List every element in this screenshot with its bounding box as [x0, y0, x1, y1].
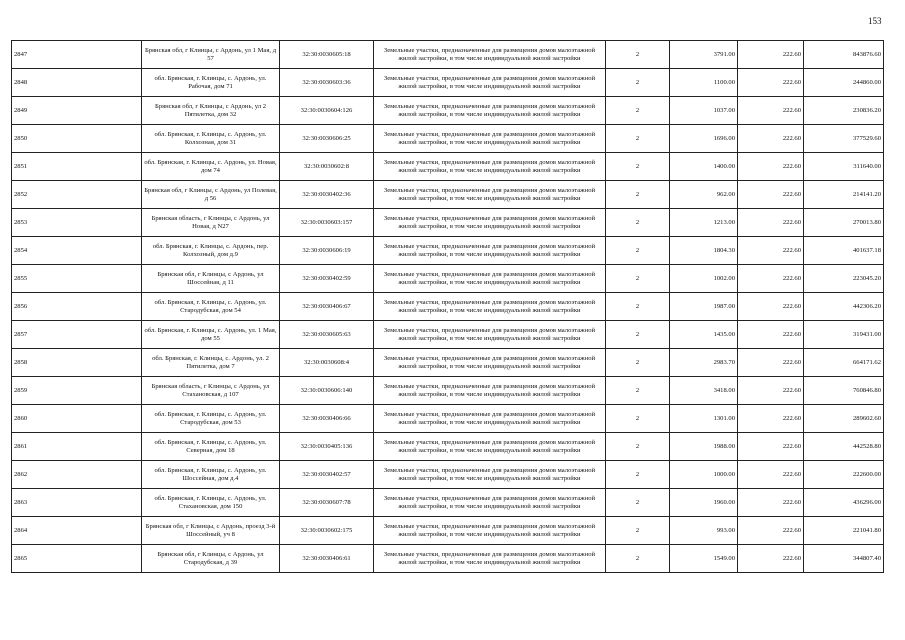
address-cell: обл. Брянская, г. Клинцы, с. Ардонь, ул. 1 Мая, дом 55	[142, 321, 280, 349]
cadastral-value-table	[11, 40, 884, 573]
address-cell: обл. Брянская, г. Клинцы, с. Ардонь, ул. Колхозная, дом 31	[142, 125, 280, 153]
row-number: 2862	[12, 461, 142, 489]
cadastral-number-cell: 32:30:0030608:4	[280, 349, 374, 377]
cadastral-number-cell: 32:30:0030406:66	[280, 405, 374, 433]
cadastral-number-cell: 32:30:0030605:63	[280, 321, 374, 349]
area-cell: 1213.00	[670, 209, 738, 237]
cadastral-value-cell: 289602.60	[804, 405, 884, 433]
land-use-cell: Земельные участки, предназначенные для размещения домов малоэтажной жилой застройки, в том числе индивидуальной жилой застройки	[374, 237, 606, 265]
row-number: 2858	[12, 349, 142, 377]
rate-cell: 222.60	[738, 321, 804, 349]
table-row	[12, 377, 884, 405]
row-number: 2850	[12, 125, 142, 153]
rate-cell: 222.60	[738, 461, 804, 489]
cadastral-number-cell: 32:30:0030604:126	[280, 97, 374, 125]
cadastral-number-cell: 32:30:0030603:157	[280, 209, 374, 237]
rate-cell: 222.60	[738, 377, 804, 405]
cadastral-number-cell: 32:30:0030606:19	[280, 237, 374, 265]
cadastral-number-cell: 32:30:0030602:8	[280, 153, 374, 181]
area-cell: 1987.00	[670, 293, 738, 321]
address-cell: обл. Брянская, г. Клинцы, с. Ардонь, ул. Северная, дом 18	[142, 433, 280, 461]
land-use-cell: Земельные участки, предназначенные для размещения домов малоэтажной жилой застройки, в том числе индивидуальной жилой застройки	[374, 349, 606, 377]
table-row	[12, 405, 884, 433]
row-number: 2852	[12, 181, 142, 209]
table-row	[12, 349, 884, 377]
land-use-cell: Земельные участки, предназначенные для размещения домов малоэтажной жилой застройки, в том числе индивидуальной жилой застройки	[374, 209, 606, 237]
rate-cell: 222.60	[738, 97, 804, 125]
cadastral-number-cell: 32:30:0030402:59	[280, 265, 374, 293]
land-use-cell: Земельные участки, предназначенные для размещения домов малоэтажной жилой застройки, в том числе индивидуальной жилой застройки	[374, 545, 606, 573]
area-cell: 1549.00	[670, 545, 738, 573]
area-cell: 1301.00	[670, 405, 738, 433]
category-cell: 2	[606, 69, 670, 97]
cadastral-number-cell: 32:30:0030606:25	[280, 125, 374, 153]
rate-cell: 222.60	[738, 41, 804, 69]
rate-cell: 222.60	[738, 517, 804, 545]
area-cell: 993.00	[670, 517, 738, 545]
table-row	[12, 97, 884, 125]
row-number: 2855	[12, 265, 142, 293]
rate-cell: 222.60	[738, 293, 804, 321]
area-cell: 1696.00	[670, 125, 738, 153]
address-cell: обл. Брянская, г. Клинцы, с. Ардонь, ул. Стародубская, дом 54	[142, 293, 280, 321]
cadastral-number-cell: 32:30:0030602:175	[280, 517, 374, 545]
cadastral-number-cell: 32:30:0030402:57	[280, 461, 374, 489]
land-use-cell: Земельные участки, предназначенные для размещения домов малоэтажной жилой застройки, в том числе индивидуальной жилой застройки	[374, 265, 606, 293]
cadastral-value-cell: 319431.00	[804, 321, 884, 349]
cadastral-number-cell: 32:30:0030405:136	[280, 433, 374, 461]
cadastral-value-cell: 843876.60	[804, 41, 884, 69]
cadastral-value-cell: 230836.20	[804, 97, 884, 125]
area-cell: 1002.00	[670, 265, 738, 293]
address-cell: обл. Брянская, г. Клинцы, с. Ардонь, ул. Новая, дом 74	[142, 153, 280, 181]
category-cell: 2	[606, 97, 670, 125]
land-use-cell: Земельные участки, предназначенные для размещения домов малоэтажной жилой застройки, в том числе индивидуальной жилой застройки	[374, 489, 606, 517]
rate-cell: 222.60	[738, 405, 804, 433]
land-use-cell: Земельные участки, предназначенные для размещения домов малоэтажной жилой застройки, в том числе индивидуальной жилой застройки	[374, 517, 606, 545]
area-cell: 1435.00	[670, 321, 738, 349]
cadastral-number-cell: 32:30:0030406:61	[280, 545, 374, 573]
category-cell: 2	[606, 209, 670, 237]
cadastral-value-cell: 664171.62	[804, 349, 884, 377]
address-cell: Брянская обл, г Клинцы, с Ардонь, ул 2 Пятилетка, дом 32	[142, 97, 280, 125]
row-number: 2864	[12, 517, 142, 545]
cadastral-value-cell: 244860.00	[804, 69, 884, 97]
cadastral-number-cell: 32:30:0030607:78	[280, 489, 374, 517]
cadastral-value-cell: 760846.80	[804, 377, 884, 405]
address-cell: Брянская обл, г Клинцы, с Ардонь, ул Полевая, д 56	[142, 181, 280, 209]
cadastral-number-cell: 32:30:0030406:67	[280, 293, 374, 321]
row-number: 2847	[12, 41, 142, 69]
area-cell: 1804.30	[670, 237, 738, 265]
cadastral-value-cell: 442528.80	[804, 433, 884, 461]
cadastral-value-cell: 311640.00	[804, 153, 884, 181]
cadastral-value-cell: 442306.20	[804, 293, 884, 321]
area-cell: 1960.00	[670, 489, 738, 517]
rate-cell: 222.60	[738, 237, 804, 265]
category-cell: 2	[606, 153, 670, 181]
cadastral-value-cell: 436296.00	[804, 489, 884, 517]
area-cell: 1400.00	[670, 153, 738, 181]
category-cell: 2	[606, 181, 670, 209]
table-row	[12, 321, 884, 349]
table-body	[12, 41, 884, 573]
cadastral-number-cell: 32:30:0030402:36	[280, 181, 374, 209]
rate-cell: 222.60	[738, 181, 804, 209]
row-number: 2854	[12, 237, 142, 265]
row-number: 2856	[12, 293, 142, 321]
category-cell: 2	[606, 433, 670, 461]
table-row	[12, 293, 884, 321]
address-cell: Брянская обл, г Клинцы, с Ардонь, ул Шоссейная, д 11	[142, 265, 280, 293]
address-cell: обл. Брянская, г. Клинцы, с. Ардонь, пер. Колхозный, дом д.9	[142, 237, 280, 265]
cadastral-value-cell: 214141.20	[804, 181, 884, 209]
area-cell: 1100.00	[670, 69, 738, 97]
cadastral-value-cell: 344807.40	[804, 545, 884, 573]
row-number: 2863	[12, 489, 142, 517]
category-cell: 2	[606, 265, 670, 293]
table-row	[12, 125, 884, 153]
area-cell: 962.00	[670, 181, 738, 209]
land-use-cell: Земельные участки, предназначенные для размещения домов малоэтажной жилой застройки, в том числе индивидуальной жилой застройки	[374, 69, 606, 97]
category-cell: 2	[606, 405, 670, 433]
address-cell: обл. Брянская, г. Клинцы, с. Ардонь, ул. Стародубская, дом 53	[142, 405, 280, 433]
row-number: 2849	[12, 97, 142, 125]
address-cell: Брянская область, г Клинцы, с Ардонь, ул Стахановская, д 107	[142, 377, 280, 405]
address-cell: обл. Брянская, г. Клинцы, с. Ардонь, ул. 2 Пятилетка, дом 7	[142, 349, 280, 377]
category-cell: 2	[606, 349, 670, 377]
category-cell: 2	[606, 321, 670, 349]
category-cell: 2	[606, 377, 670, 405]
row-number: 2853	[12, 209, 142, 237]
area-cell: 1000.00	[670, 461, 738, 489]
cadastral-value-cell: 221041.80	[804, 517, 884, 545]
cadastral-number-cell: 32:30:0030606:140	[280, 377, 374, 405]
address-cell: Брянская область, г Клинцы, с Ардонь, ул Новая, д N27	[142, 209, 280, 237]
category-cell: 2	[606, 237, 670, 265]
category-cell: 2	[606, 517, 670, 545]
rate-cell: 222.60	[738, 489, 804, 517]
table-row	[12, 153, 884, 181]
rate-cell: 222.60	[738, 265, 804, 293]
cadastral-value-cell: 270013.80	[804, 209, 884, 237]
address-cell: обл. Брянская, г. Клинцы, с. Ардонь, ул. Рабочая, дом 71	[142, 69, 280, 97]
row-number: 2857	[12, 321, 142, 349]
table-row	[12, 41, 884, 69]
row-number: 2851	[12, 153, 142, 181]
cadastral-value-cell: 222600.00	[804, 461, 884, 489]
table-row	[12, 237, 884, 265]
row-number: 2848	[12, 69, 142, 97]
land-use-cell: Земельные участки, предназначенные для размещения домов малоэтажной жилой застройки, в том числе индивидуальной жилой застройки	[374, 321, 606, 349]
row-number: 2861	[12, 433, 142, 461]
page-number: 153	[868, 16, 882, 26]
rate-cell: 222.60	[738, 125, 804, 153]
rate-cell: 222.60	[738, 153, 804, 181]
address-cell: обл. Брянская, г. Клинцы, с. Ардонь, ул. Стахановская, дом 150	[142, 489, 280, 517]
category-cell: 2	[606, 125, 670, 153]
area-cell: 1988.00	[670, 433, 738, 461]
table-row	[12, 545, 884, 573]
land-use-cell: Земельные участки, предназначенные для размещения домов малоэтажной жилой застройки, в том числе индивидуальной жилой застройки	[374, 293, 606, 321]
table-row	[12, 181, 884, 209]
category-cell: 2	[606, 293, 670, 321]
land-use-cell: Земельные участки, предназначенные для размещения домов малоэтажной жилой застройки, в том числе индивидуальной жилой застройки	[374, 181, 606, 209]
table-row	[12, 517, 884, 545]
land-use-cell: Земельные участки, предназначенные для размещения домов малоэтажной жилой застройки, в том числе индивидуальной жилой застройки	[374, 377, 606, 405]
land-use-cell: Земельные участки, предназначенные для размещения домов малоэтажной жилой застройки, в том числе индивидуальной жилой застройки	[374, 153, 606, 181]
land-use-cell: Земельные участки, предназначенные для размещения домов малоэтажной жилой застройки, в том числе индивидуальной жилой застройки	[374, 405, 606, 433]
rate-cell: 222.60	[738, 69, 804, 97]
table-row	[12, 69, 884, 97]
cadastral-value-cell: 223045.20	[804, 265, 884, 293]
rate-cell: 222.60	[738, 349, 804, 377]
address-cell: Брянская обл, г Клинцы, с Ардонь, ул Стародубская, д 39	[142, 545, 280, 573]
land-use-cell: Земельные участки, предназначенные для размещения домов малоэтажной жилой застройки, в том числе индивидуальной жилой застройки	[374, 41, 606, 69]
row-number: 2865	[12, 545, 142, 573]
category-cell: 2	[606, 41, 670, 69]
table-row	[12, 433, 884, 461]
rate-cell: 222.60	[738, 433, 804, 461]
table-row	[12, 265, 884, 293]
category-cell: 2	[606, 461, 670, 489]
area-cell: 1037.00	[670, 97, 738, 125]
cadastral-number-cell: 32:30:0030605:18	[280, 41, 374, 69]
address-cell: обл. Брянская, г. Клинцы, с. Ардонь, ул. Шоссейная, дом д.4	[142, 461, 280, 489]
address-cell: Брянская обл, г Клинцы, с Ардонь, проезд 3-й Шоссейный, уч 8	[142, 517, 280, 545]
rate-cell: 222.60	[738, 545, 804, 573]
category-cell: 2	[606, 489, 670, 517]
land-use-cell: Земельные участки, предназначенные для размещения домов малоэтажной жилой застройки, в том числе индивидуальной жилой застройки	[374, 433, 606, 461]
cadastral-number-cell: 32:30:0030603:36	[280, 69, 374, 97]
cadastral-value-cell: 377529.60	[804, 125, 884, 153]
rate-cell: 222.60	[738, 209, 804, 237]
land-use-cell: Земельные участки, предназначенные для размещения домов малоэтажной жилой застройки, в том числе индивидуальной жилой застройки	[374, 461, 606, 489]
row-number: 2859	[12, 377, 142, 405]
cadastral-value-cell: 401637.18	[804, 237, 884, 265]
table-row	[12, 461, 884, 489]
address-cell: Брянская обл, г Клинцы, с Ардонь, ул 1 Мая, д 57	[142, 41, 280, 69]
table-row	[12, 489, 884, 517]
land-use-cell: Земельные участки, предназначенные для размещения домов малоэтажной жилой застройки, в том числе индивидуальной жилой застройки	[374, 97, 606, 125]
area-cell: 3791.00	[670, 41, 738, 69]
row-number: 2860	[12, 405, 142, 433]
area-cell: 2983.70	[670, 349, 738, 377]
area-cell: 3418.00	[670, 377, 738, 405]
table-row	[12, 209, 884, 237]
land-use-cell: Земельные участки, предназначенные для размещения домов малоэтажной жилой застройки, в том числе индивидуальной жилой застройки	[374, 125, 606, 153]
category-cell: 2	[606, 545, 670, 573]
